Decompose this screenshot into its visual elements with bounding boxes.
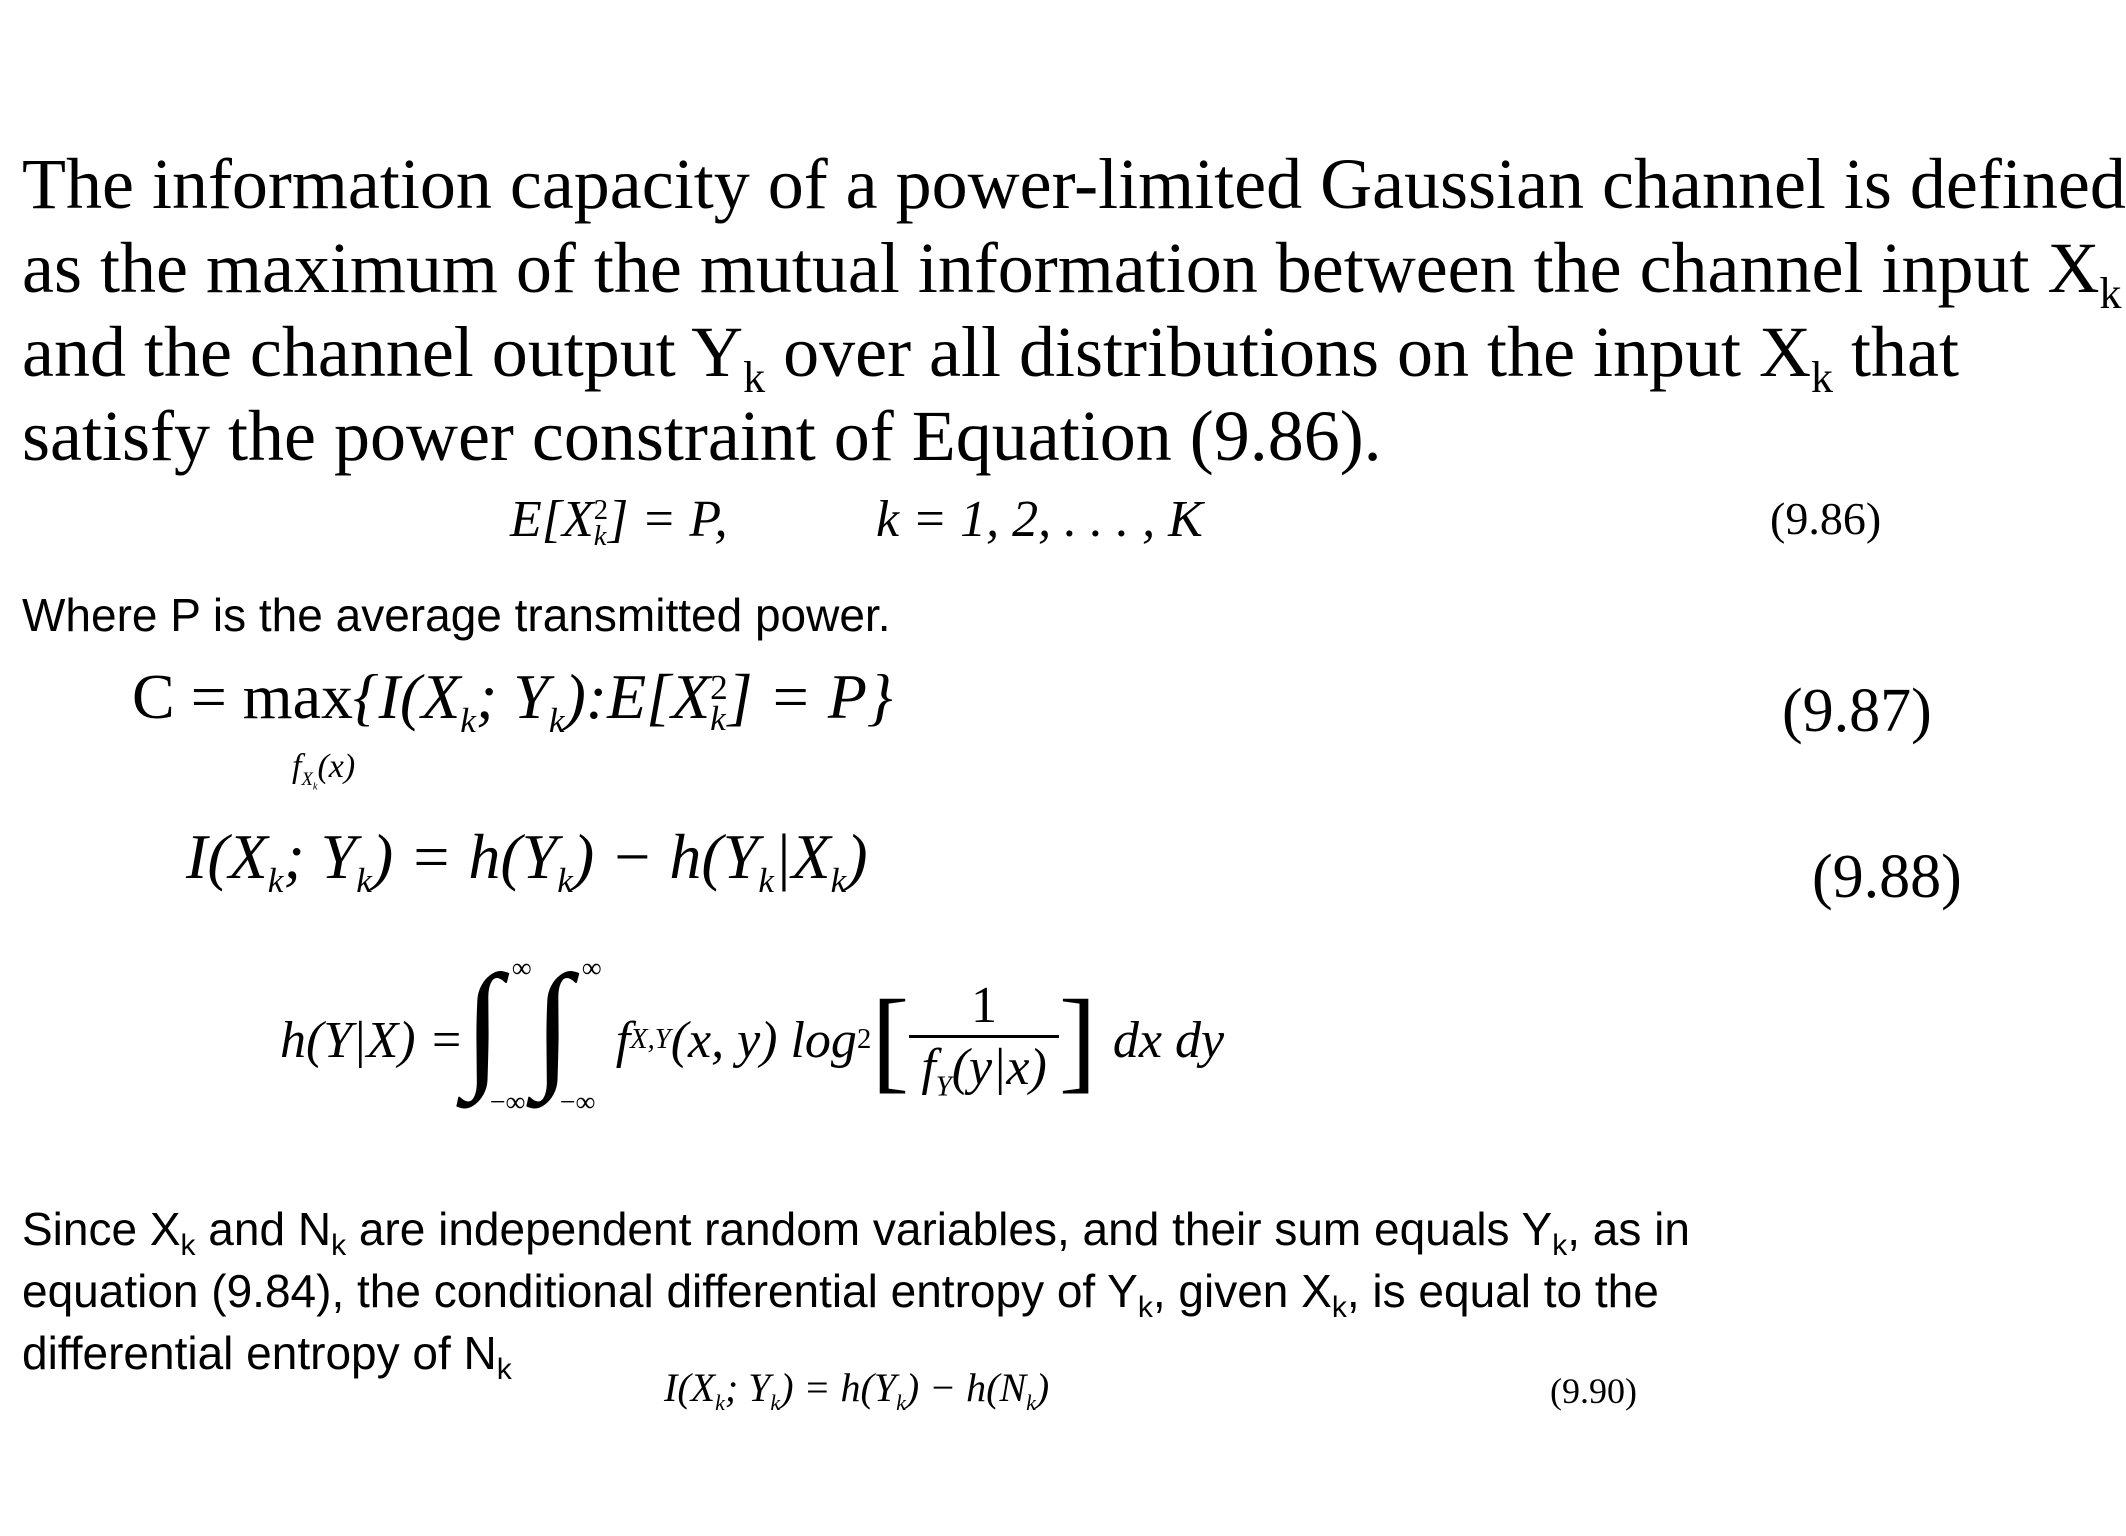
intro-line-1: The information capacity of a power-limited Gaussian channel is defined xyxy=(22,144,2126,224)
closing-line-3: differential entropy of $N_k$ xyxy=(22,1327,512,1386)
closing-line-2: equation (9.84), the conditional differential entropy of $Y_k$, given $X_k$, is equal to the xyxy=(22,1265,1659,1324)
equation-9-87-number: (9.87) xyxy=(1782,677,1932,745)
equation-9-87: $C = \max\{I(X_k$; $Y_k):E[X$ 2 k ] = P} xyxy=(132,661,893,740)
equation-h-y-given-x: h(Y|X) = ∫ ∞ −∞ ∫ ∞ −∞ f X,Y (x, y) log 2 [ $\frac{1}{f_Y(y|x)}$ ] dx dy xyxy=(280,947,1225,1118)
intro-paragraph xyxy=(22,142,2126,478)
equation-9-86: E[X 2 k ] = P, xyxy=(510,491,728,553)
equation-9-90: $I(X_k$; $Y_k) = h(Y_k) - h(N_k)$ xyxy=(664,1365,1050,1415)
intro-line-2: as the maximum of the mutual information between the channel input $X_k$ xyxy=(22,228,2122,318)
equation-9-90-number: (9.90) xyxy=(1550,1371,1637,1411)
fraction: $\frac{1}{f_Y(y|x)}$ xyxy=(909,976,1058,1103)
integral-sign-outer: ∫ ∞ −∞ xyxy=(463,947,532,1118)
equation-9-86-range: k = 1, 2, . . . , K xyxy=(876,491,1203,548)
closing-line-1: Since $X_k$ and $N_k$ are independent random variables, and their sum equals $Y_k$, as in xyxy=(22,1203,1690,1262)
equation-9-86-number: (9.86) xyxy=(1770,493,1882,544)
intro-line-3: and the channel output $Y_k$ over all distributions on the input $X_k$ that xyxy=(22,312,1959,402)
equation-9-88: $I(X_k$; $Y_k) = h(Y_k) - h(Y_k|X_k)$ xyxy=(186,821,868,900)
where-text: Where P is the average transmitted power. xyxy=(22,589,891,641)
closing-paragraph xyxy=(22,1198,1922,1384)
integral-sign-inner: ∫ ∞ −∞ xyxy=(533,947,602,1118)
intro-line-4: satisfy the power constraint of Equation (9.86). xyxy=(22,396,1382,476)
equation-9-88-number: (9.88) xyxy=(1812,843,1962,911)
equation-9-87-maximizer: $f_{X_k}(x)$ xyxy=(292,748,356,793)
